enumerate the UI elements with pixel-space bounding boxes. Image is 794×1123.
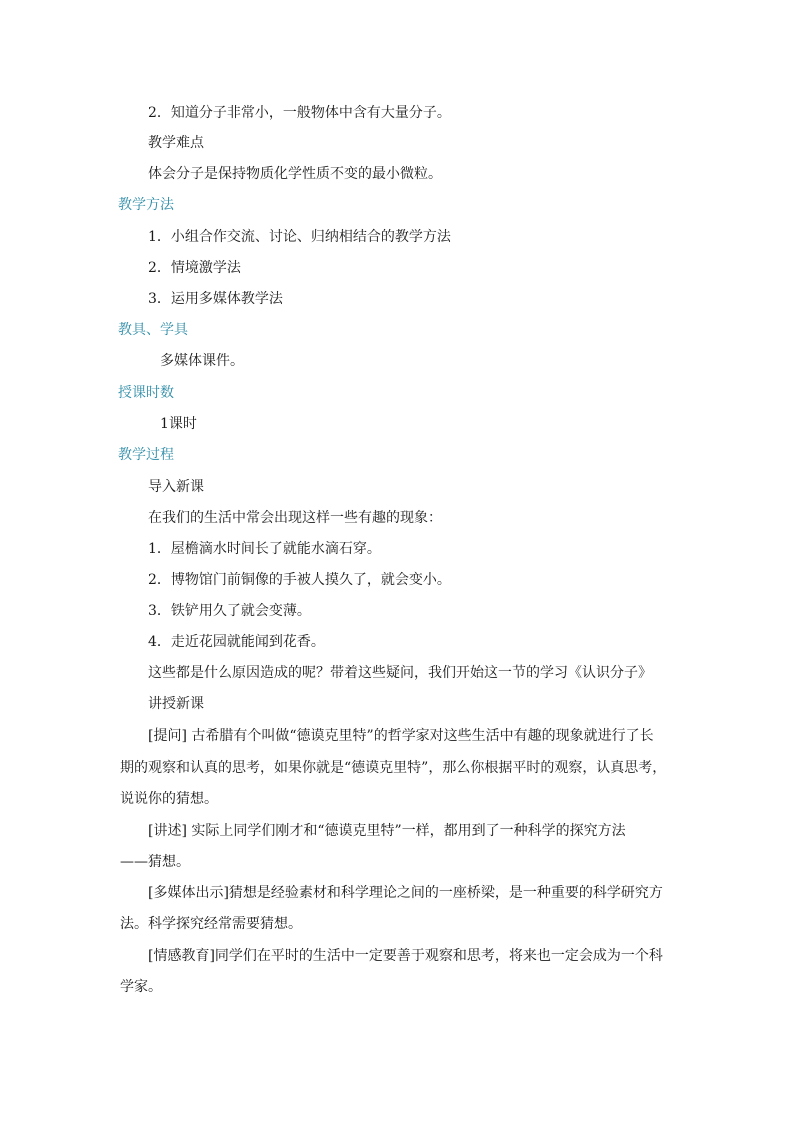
method-item: 3．运用多媒体教学法 [148, 291, 283, 307]
section-heading-process: 教学过程 [118, 447, 174, 463]
paragraph-difficulty-title: 教学难点 [148, 135, 204, 151]
question-line: 这些都是什么原因造成的呢？带着这些疑问，我们开始这一节的学习《认识分子》 [148, 665, 652, 681]
emotion-line: 学家。 [120, 979, 162, 995]
ask-line: 说说你的猜想。 [120, 791, 218, 807]
ask-line: 期的观察和认真的思考，如果你就是“德谟克里特”，那么你根据平时的观察，认真思考， [120, 760, 667, 776]
phenomenon-item: 4．走近花园就能闻到花香。 [148, 634, 325, 650]
phenomenon-item: 3．铁铲用久了就会变薄。 [148, 603, 311, 619]
section-heading-hours: 授课时数 [118, 385, 174, 401]
hours-text: 1课时 [160, 416, 197, 432]
media-line: [多媒体出示]猜想是经验素材和科学理论之间的一座桥梁，是一种重要的科学研究方 [148, 885, 663, 901]
ask-line: [提问] 古希腊有个叫做“德谟克里特”的哲学家对这些生活中有趣的现象就进行了长 [148, 728, 654, 744]
method-item: 1．小组合作交流、讨论、归纳相结合的教学方法 [148, 229, 451, 245]
section-heading-tools: 教具、学具 [118, 322, 188, 338]
paragraph-objective-2: 2．知道分子非常小，一般物体中含有大量分子。 [148, 105, 451, 121]
intro-title: 导入新课 [148, 479, 204, 495]
paragraph-difficulty-text: 体会分子是保持物质化学性质不变的最小微粒。 [148, 166, 442, 182]
media-line: 法。科学探究经常需要猜想。 [120, 916, 302, 932]
intro-text: 在我们的生活中常会出现这样一些有趣的现象： [148, 510, 442, 526]
emotion-line: [情感教育]同学们在平时的生活中一定要善于观察和思考，将来也一定会成为一个科 [148, 948, 663, 964]
explain-line: [讲述] 实际上同学们刚才和“德谟克里特”一样，都用到了一种科学的探究方法 [148, 823, 626, 839]
method-item: 2．情境激学法 [148, 260, 241, 276]
phenomenon-item: 2．博物馆门前铜像的手被人摸久了，就会变小。 [148, 572, 451, 588]
section-heading-methods: 教学方法 [118, 197, 174, 213]
tools-text: 多媒体课件。 [160, 353, 244, 369]
explain-line: ——猜想。 [120, 854, 190, 870]
lecture-title: 讲授新课 [148, 696, 204, 712]
phenomenon-item: 1．屋檐滴水时间长了就能水滴石穿。 [148, 541, 381, 557]
